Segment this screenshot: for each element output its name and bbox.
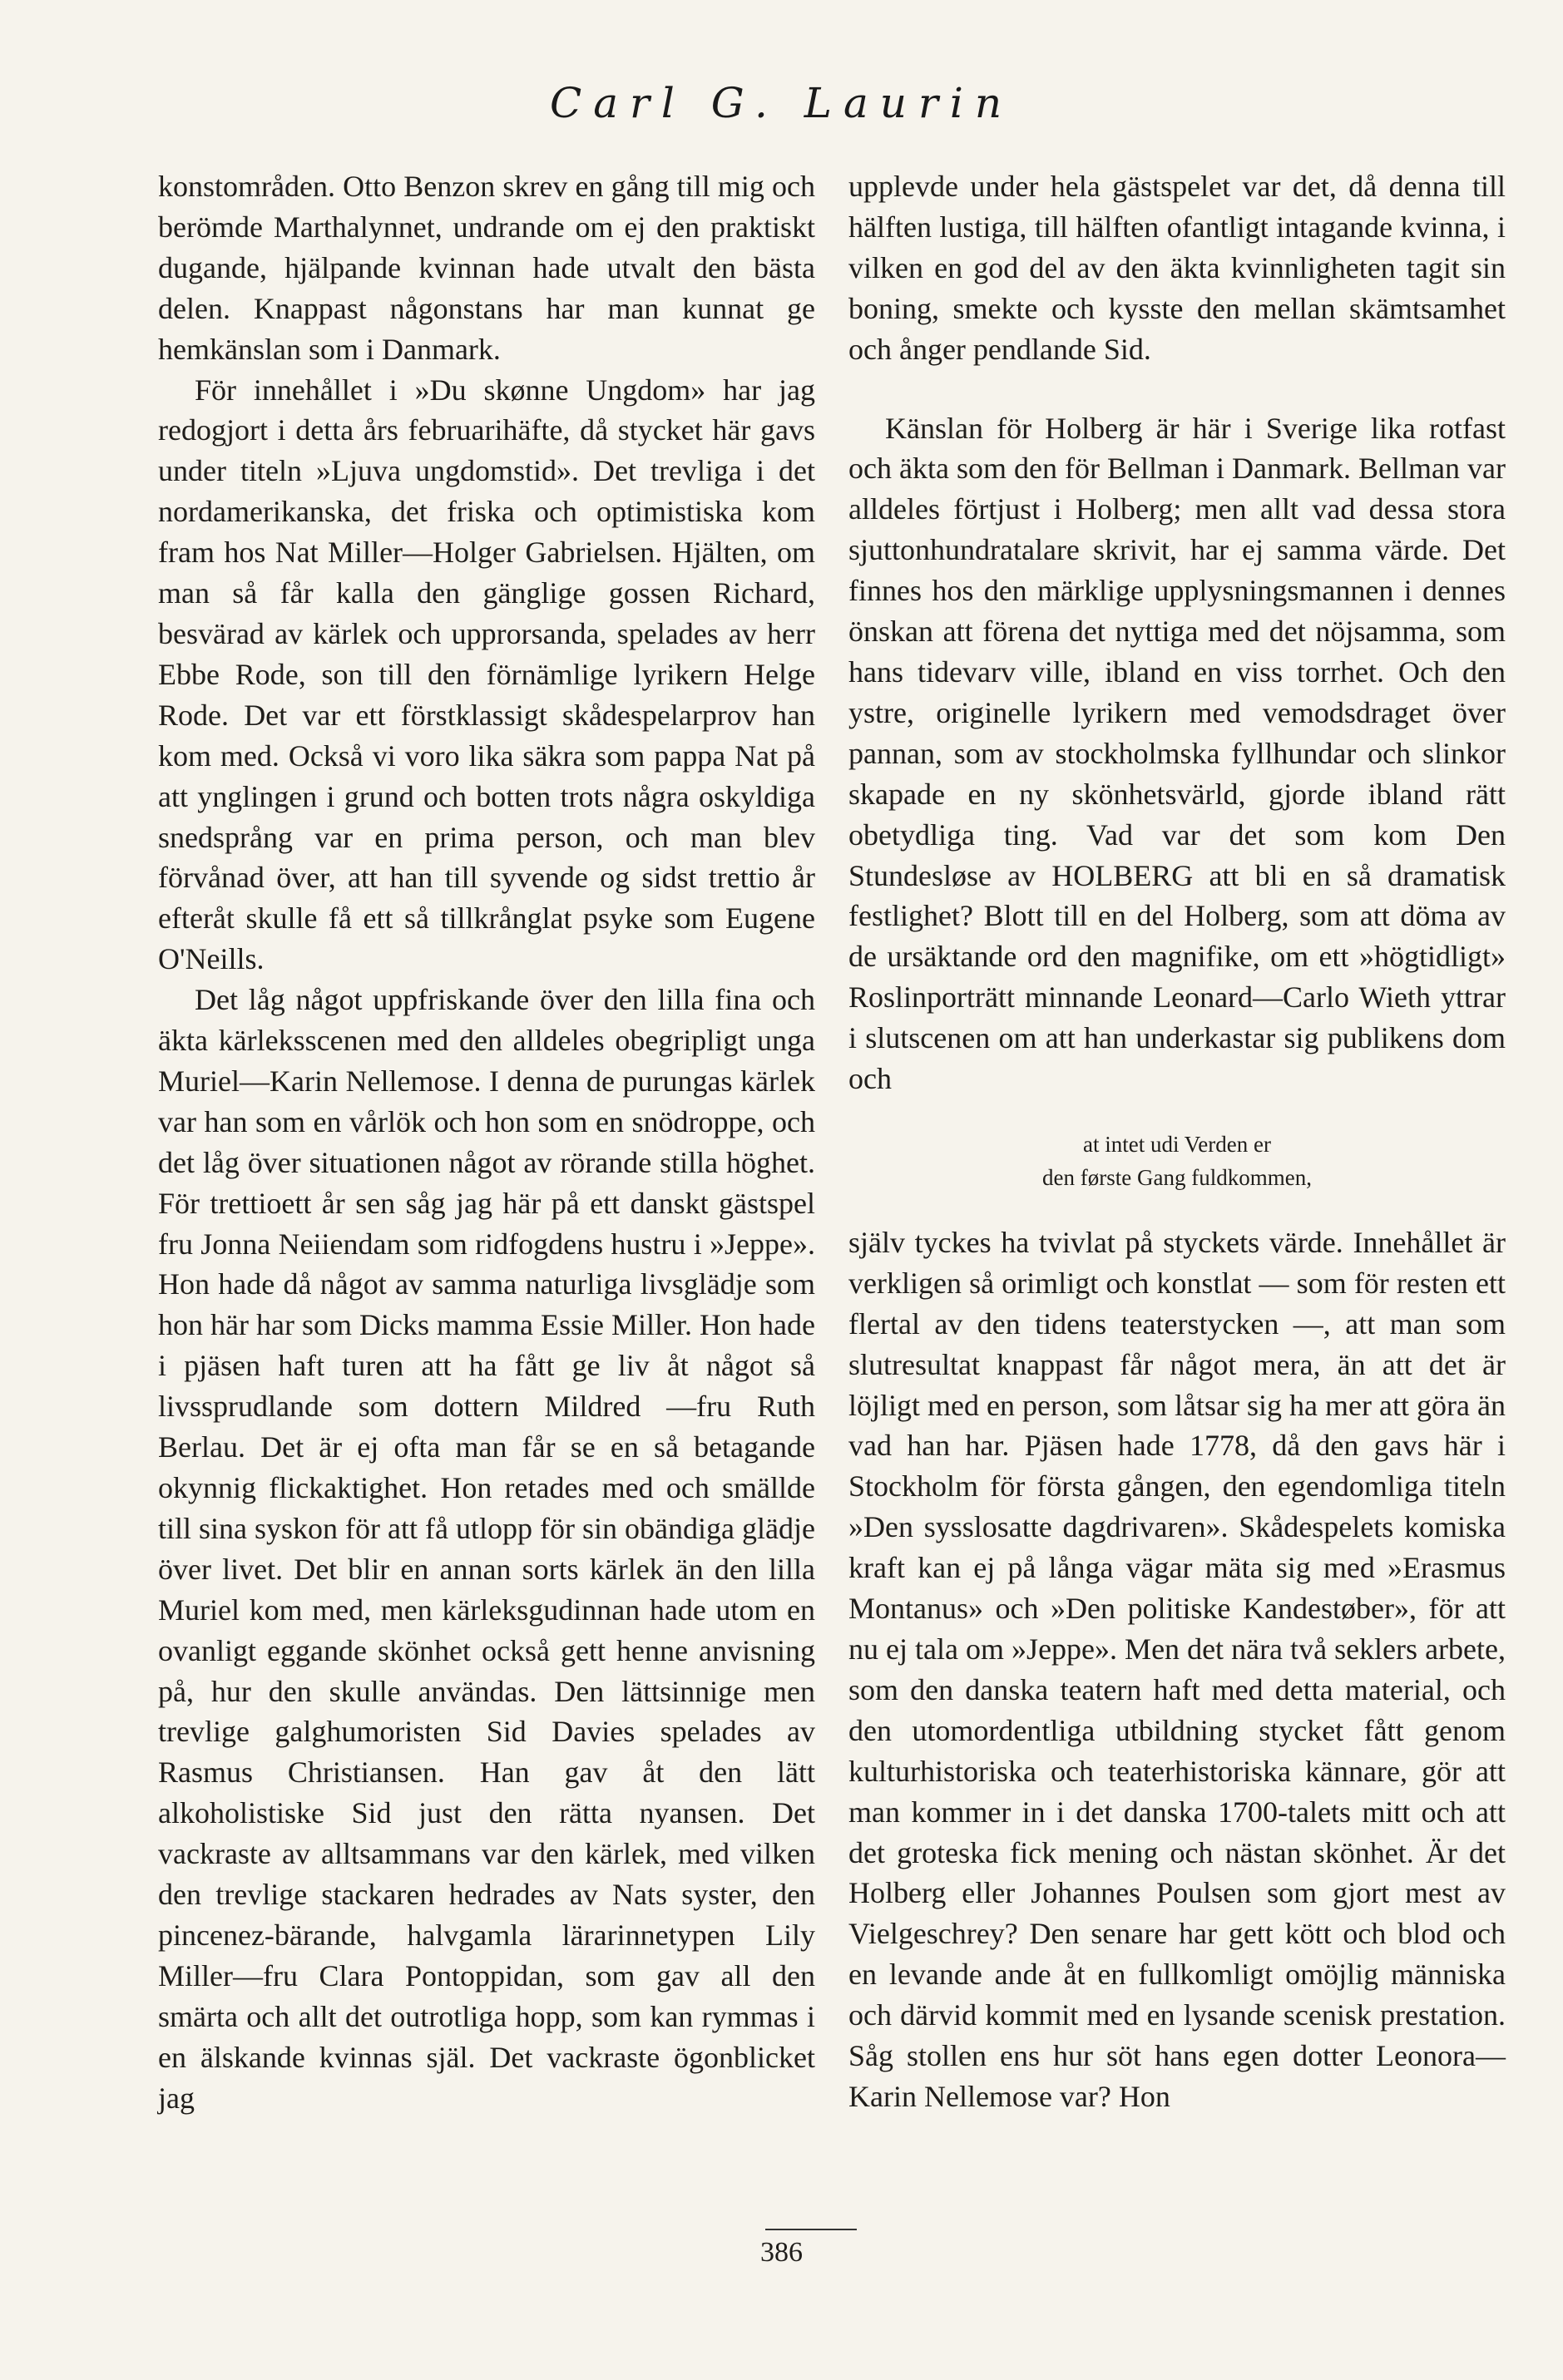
quote-line: at intet udi Verden er <box>1083 1131 1271 1157</box>
quote-line: den første Gang fuldkommen, <box>1042 1164 1312 1190</box>
page-number: 386 <box>760 2237 803 2268</box>
paragraph: Det låg något uppfriskande över den lilla fina och äkta kärleksscenen med den alldeles obegripligt unga Muriel—Karin Nellemose. I denna de purungas kärlek var han som en vårlök och hon som en snödroppe, och det låg över situationen något av rörande stilla höghet. För trettioett år sen såg jag här på ett danskt gästspel fru Jonna Neiiendam som ridfogdens hustru i »Jeppe». Hon hade då något av samma naturliga livsglädje som hon här har som Dicks mamma Essie Miller. Hon hade i pjäsen haft turen att ha fått ge liv åt något så livssprudlande som dottern Mildred —fru Ruth Berlau. Det är ej ofta man får se en så betagande okynnig flickaktighet. Hon retades med och smällde till sina syskon för att få utlopp för sin obändiga glädje över livet. Det blir en annan sorts kärlek än den lilla Muriel kom med, men kärleksgudinnan hade utom en ovanligt eggande skönhet också gett henne anvisning på, hur den skulle användas. Den lättsinnige men trevlige galghumoristen Sid Davies spelades av Rasmus Christiansen. Han gav åt den lätt alkoholistiske Sid just den rätta nyansen. Det vackraste av alltsammans var den kärlek, med vilken den trevlige stackaren hedrades av Nats syster, den pincenez-bärande, halvgamla lärarinnetypen Lily Miller—fru Clara Pontoppidan, som gav all den smärta och allt det outrotliga hopp, som kan rymmas i en älskande kvinnas själ. Det vackraste ögonblicket jag <box>158 983 815 2115</box>
right-column <box>848 166 1506 2117</box>
left-column <box>158 166 815 2119</box>
running-head: Carl G. Laurin <box>549 79 1014 127</box>
page-number-rule <box>765 2229 857 2230</box>
paragraph: Känslan för Holberg är här i Sverige lika rotfast och äkta som den för Bellman i Danmark. Bellman var alldeles förtjust i Holberg; men allt vad dessa stora sjuttonhundratalare skrivit, har ej samma värde. Det finnes hos den märklige upplysningsmannen i dennes önskan att förena det nyttiga med det nöjsamma, som hans tidevarv ville, ibland en viss torrhet. Och den ystre, originelle lyrikern med vemodsdraget över pannan, som av stockholmska fyllhundar och slinkor skapade en ny skönhetsvärld, gjorde ibland rätt obetydliga ting. Vad var det som kom Den Stundesløse av HOLBERG att bli en så dramatisk festlighet? Blott till en del Holberg, som att döma av de ursäktande ord den magnifike, om ett »högtidligt» Roslinporträtt minnande Leonard—Carlo Wieth yttrar i slutscenen om att han underkastar sig publikens dom och <box>848 411 1506 1096</box>
paragraph-gap <box>848 370 1506 408</box>
verse-quote <box>848 1128 1506 1194</box>
paragraph: konstområden. Otto Benzon skrev en gång till mig och berömde Marthalynnet, undrande om ej den praktiskt dugande, hjälpande kvinnan hade utvalt den bästa delen. Knappast någonstans har man kunnat ge hemkänslan som i Danmark. <box>158 170 815 366</box>
paragraph: För innehållet i »Du skønne Ungdom» har jag redogjort i detta års februarihäfte, då stycket här gavs under titeln »Ljuva ungdomstid». Det trevliga i det nordamerikanska, det friska och optimistiska kom fram hos Nat Miller—Holger Gabrielsen. Hjälten, om man så får kalla den gänglige gossen Richard, besvärad av kärlek och upprorsanda, spelades av herr Ebbe Rode, son till den förnämlige lyrikern Helge Rode. Det var ett förstklassigt skådespelarprov han kom med. Också vi voro lika säkra som pappa Nat på att ynglingen i grund och botten trots några oskyldiga snedsprång var en prima person, och man blev förvånad över, att han till syvende og sidst trettio år efteråt skulle få ett så tillkrånglat psyke som Eugene O'Neills. <box>158 373 815 976</box>
paragraph: själv tyckes ha tvivlat på styckets värde. Innehållet är verkligen så orimligt och konstlat — som för resten ett flertal av den tidens teaterstycken —, att man som slutresultat knappast får något mera, än att det är löjligt med en person, som låtsar sig ha mer att göra än vad han har. Pjäsen hade 1778, då den gavs här i Stockholm för första gången, den egendomliga titeln »Den sysslosatte dagdrivaren». Skådespelets komiska kraft kan ej på långa vägar mäta sig med »Erasmus Montanus» och »Den politiske Kandestøber», för att nu ej tala om »Jeppe». Men det nära två seklers arbete, som den danska teatern haft med detta material, och den utomordentliga utbildning stycket fått genom kulturhistoriska och teaterhistoriska kännare, gör att man kommer in i det danska 1700-talets mitt och att det groteska fick mening och nästan skönhet. Är det Holberg eller Johannes Poulsen som gjort mest av Vielgeschrey? Den senare har gett kött och blod och en levande ande åt en fullkomligt omöjlig människa och därvid kommit med en lysande scenisk prestation. Såg stollen ens hur söt hans egen dotter Leonora—Karin Nellemose var? Hon <box>848 1225 1506 2113</box>
paragraph: upplevde under hela gästspelet var det, då denna till hälften lustiga, till hälften ofantligt intagande kvinna, i vilken en god del av den äkta kvinnligheten tagit sin boning, smekte och kysste den mellan skämtsamhet och ånger pendlande Sid. <box>848 170 1506 366</box>
